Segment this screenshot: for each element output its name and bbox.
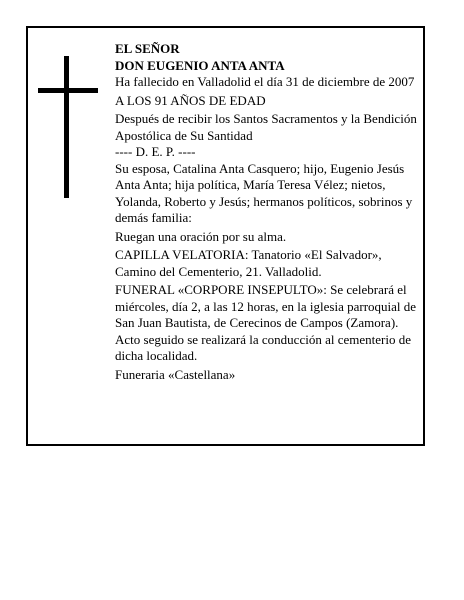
obituary-notice [26,26,425,446]
chapel-info: CAPILLA VELATORIA: Tanatorio «El Salvador», Camino del Cementerio, 21. Valladolid. [115,247,382,279]
cross-horizontal-bar [38,88,98,93]
cross-icon [38,56,102,198]
cross-vertical-bar [64,56,69,198]
obituary-title: EL SEÑOR [115,41,180,56]
rip-line: ---- D. E. P. ---- [115,144,196,159]
age-statement: A LOS 91 AÑOS DE EDAD [115,92,266,108]
family-list: Su esposa, Catalina Anta Casquero; hijo, Eugenio Jesús Anta Anta; hija política, María Teresa Vélez; nietos, Yolanda, Roberto y Jesús; hermanos políticos, sobrinos y demás familia: [115,160,413,225]
sacraments-statement: Después de recibir los Santos Sacramentos y la Bendición Apostólica de Su Santidad [115,111,417,143]
obituary-text [115,41,423,383]
funeral-info: FUNERAL «CORPORE INSEPULTO»: Se celebrará el miércoles, día 2, a las 12 horas, en la iglesia parroquial de San Juan Bautista, de Cerecinos de Campos (Zamora). Acto seguido se realizará la conducción al cementerio de dicha localidad. [115,282,417,363]
prayer-request: Ruegan una oración por su alma. [115,228,287,244]
death-statement: Ha fallecido en Valladolid el día 31 de diciembre de 2007 [115,74,415,89]
funeral-home: Funeraria «Castellana» [115,366,236,382]
deceased-name: DON EUGENIO ANTA ANTA [115,57,285,73]
